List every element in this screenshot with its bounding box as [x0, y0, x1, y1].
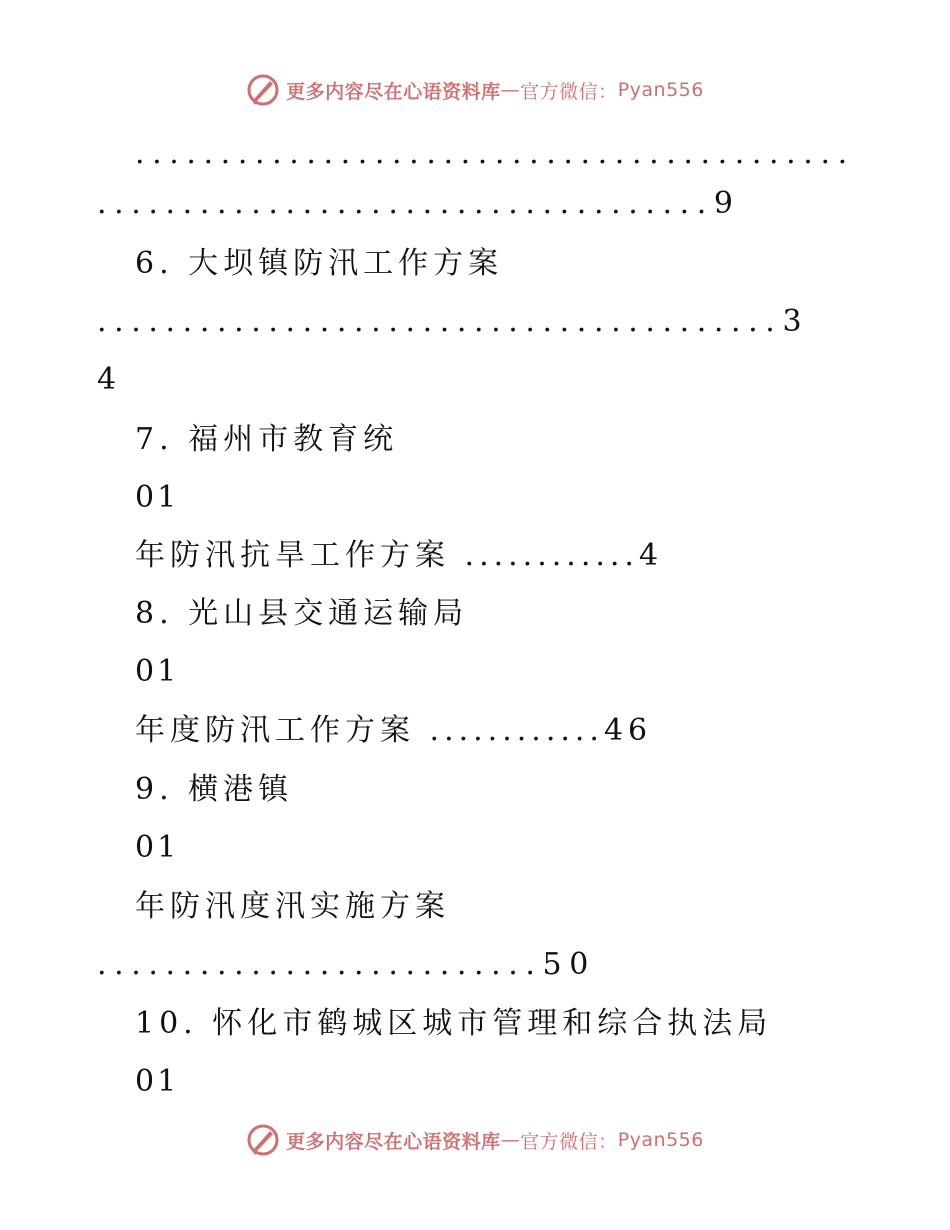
watermark-separator: —	[500, 1129, 521, 1151]
watermark-separator: —	[500, 79, 521, 101]
toc-entry-7: 7. 福州市教育统	[135, 422, 399, 457]
toc-entry-text: 01	[135, 480, 180, 515]
toc-leader-dots: ..........................................	[135, 136, 855, 171]
watermark-wechat-id: Pyan556	[617, 1129, 704, 1151]
watermark-wechat-id: Pyan556	[617, 79, 704, 101]
toc-leader-dots-page: ........................................3	[97, 304, 810, 339]
toc-entry-text: 年度防汛工作方案 ............46	[135, 713, 653, 748]
toc-entry-text: 01	[135, 1064, 180, 1099]
toc-entry-10: 10. 怀化市鹤城区城市管理和综合执法局	[135, 1006, 773, 1041]
toc-leader-dots-page: ..........................50	[97, 947, 596, 982]
toc-page-number: 4	[97, 362, 122, 397]
quill-logo-icon	[246, 1123, 280, 1157]
toc-entry-text: 01	[135, 654, 180, 689]
toc-entry-text: 年防汛度汛实施方案	[135, 889, 450, 924]
toc-entry-text: 01	[135, 830, 180, 865]
header-watermark	[0, 70, 950, 110]
toc-entry-6: 6. 大坝镇防汛工作方案	[135, 246, 504, 281]
toc-entry-8: 8. 光山县交通运输局	[135, 596, 469, 631]
toc-leader-dots-page: ....................................9	[97, 186, 741, 221]
watermark-wechat-label: 官方微信：	[520, 1130, 618, 1153]
watermark-text: 更多内容尽在心语资料库	[286, 80, 501, 103]
quill-logo-icon	[246, 73, 280, 107]
toc-entry-9: 9. 横港镇	[135, 772, 294, 807]
toc-entry-text: 年防汛抗旱工作方案 ............4	[135, 538, 664, 573]
watermark-wechat-label: 官方微信：	[520, 80, 618, 103]
footer-watermark	[0, 1120, 950, 1160]
watermark-text: 更多内容尽在心语资料库	[286, 1130, 501, 1153]
